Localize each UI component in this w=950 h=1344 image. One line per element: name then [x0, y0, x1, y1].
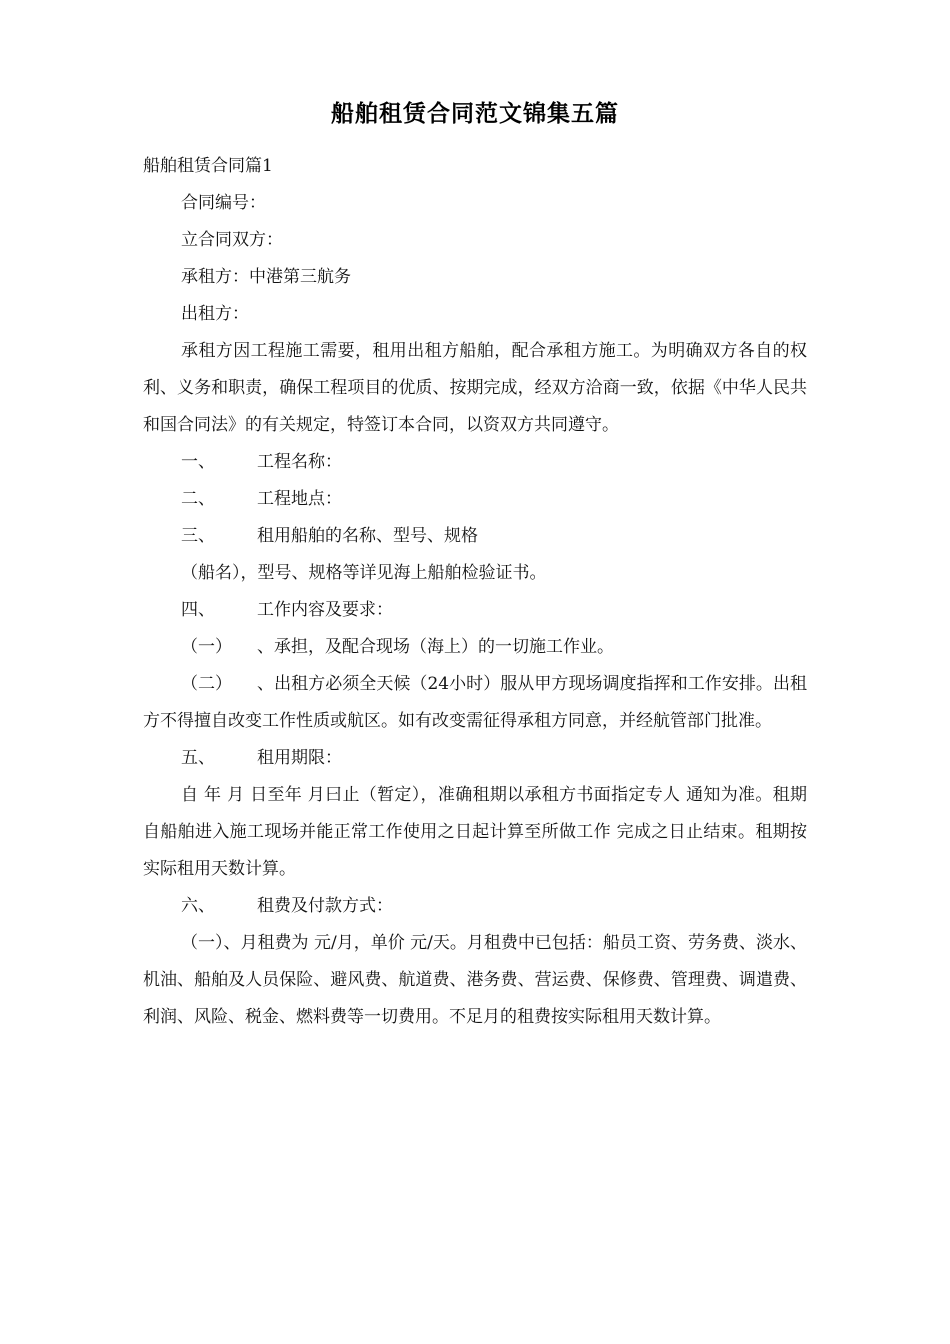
item-number: 二、: [181, 489, 215, 509]
sub-item-text: 、出租方必须全天候（24小时）服从甲方现场调度指挥和工作安排。出租方不得擅自改变工作性质或航区。如有改变需征得承租方同意，并经航管部门批准。: [143, 674, 807, 731]
fee-paragraph: （一）、月租费为 元/月，单价 元/天。月租费中已包括：船员工资、劳务费、淡水、机油、船舶及人员保险、避风费、航道费、港务费、营运费、保修费、管理费、调遣费、利润、风险、税金、燃料费等一切费用。不足月的租费按实际租用天数计算。: [143, 933, 807, 1027]
intro-paragraph: 承租方因工程施工需要，租用出租方船舶，配合承租方施工。为明确双方各自的权利、义务和职责，确保工程项目的优质、按期完成，经双方洽商一致，依据《中华人民共和国合同法》的有关规定，特签订本合同，以资双方共同遵守。: [143, 341, 807, 435]
item-6: [143, 888, 807, 925]
parties-line: 立合同双方：: [181, 230, 283, 250]
document-title: 船舶租赁合同范文锦集五篇: [331, 101, 619, 127]
contract-number-line: 合同编号：: [181, 193, 266, 213]
item-2: [143, 481, 807, 518]
item-text: 租用期限：: [257, 748, 342, 768]
lessor-line: 出租方：: [181, 304, 249, 324]
sub-item-text: 、承担，及配合现场（海上）的一切施工作业。: [257, 637, 614, 657]
item-4: [143, 592, 807, 629]
sub-item-1: [143, 629, 807, 666]
item-number: 四、: [181, 600, 215, 620]
item-1: [143, 444, 807, 481]
item-text: 工作内容及要求：: [257, 600, 393, 620]
item-text: 工程名称：: [257, 452, 342, 472]
term-paragraph: 自 年 月 日至年 月曰止（暂定），准确租期以承租方书面指定专人 通知为准。租期自船舶进入施工现场并能正常工作使用之日起计算至所做工作 完成之日止结束。租期按实际租用天数计算。: [143, 785, 807, 879]
item-number: 一、: [181, 452, 215, 472]
sub-item-2: [143, 666, 807, 740]
item-number: 五、: [181, 748, 215, 768]
item-text: 租用船舶的名称、型号、规格: [257, 526, 478, 546]
sub-item-number: （一）: [181, 637, 232, 657]
section-heading: 船舶租赁合同篇1: [143, 156, 273, 176]
item-text: 租费及付款方式：: [257, 896, 393, 916]
document-body: [143, 148, 807, 1036]
item-3: [143, 518, 807, 555]
item-text: 工程地点：: [257, 489, 342, 509]
item-number: 六、: [181, 896, 215, 916]
item-5: [143, 740, 807, 777]
lessee-line: 承租方：中港第三航务: [181, 267, 351, 287]
item-number: 三、: [181, 526, 215, 546]
sub-item-number: （二）: [181, 674, 232, 694]
ship-note-line: （船名），型号、规格等详见海上船舶检验证书。: [181, 563, 547, 583]
